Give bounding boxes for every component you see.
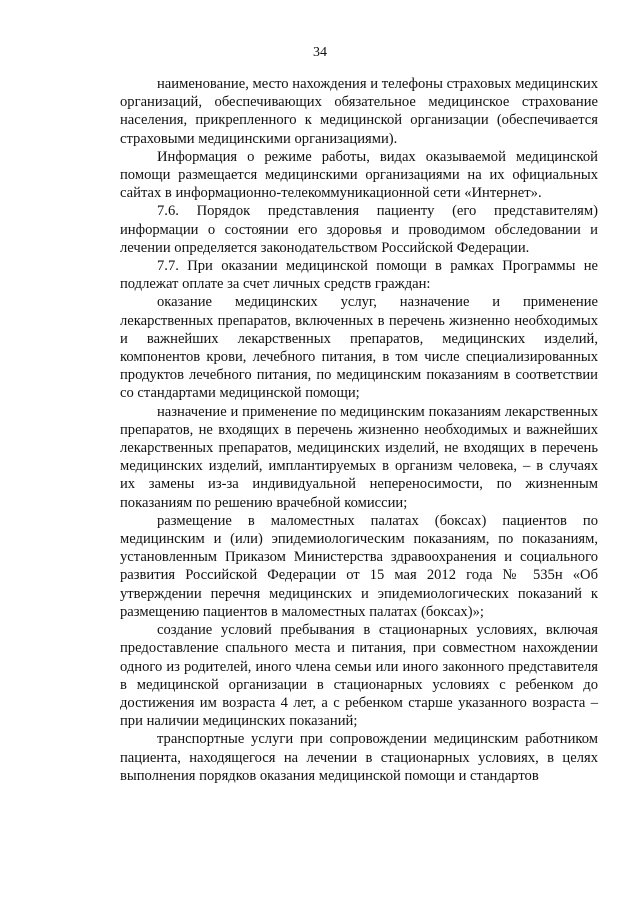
paragraph-insurers: наименование, место нахождения и телефоны страховых медицинских организаций, обеспечивающих обязательное медицинское страхование населения, прикрепленного к медицинской организации (обеспечивается страховыми медицинскими организациями). (120, 76, 598, 147)
paragraph-parent-stay: создание условий пребывания в стационарных условиях, включая предоставление спального места и питания, при совместном нахождении одного из родителей, иного члена семьи или иного законного представителя в медицинской организации в стационарных условиях с ребенком до достижения им возраста 4 лет, а с ребенком старше указанного возраста – при наличии медицинских показаний; (120, 622, 598, 730)
paragraph-7-6: 7.6. Порядок представления пациенту (его представителям) информации о состоянии его здоровья и проводимом обследовании и лечении определяется законодательством Российской Федерации. (120, 203, 598, 256)
paragraph-non-list-drugs: назначение и применение по медицинским показаниям лекарственных препаратов, не входящих в перечень жизненно необходимых и важнейших лекарственных препаратов, медицинских изделий, не входящих в перечень медицинских изделий, имплантируемых в организм человека, – в случаях их замены из-за индивидуальной непереносимости, по жизненным показаниям по решению врачебной комиссии; (120, 403, 598, 511)
document-body (120, 75, 598, 785)
page-number: 34 (313, 45, 327, 60)
paragraph-7-7: 7.7. При оказании медицинской помощи в рамках Программы не подлежат оплате за счет личных средств граждан: (120, 258, 598, 293)
paragraph-work-schedule-info: Информация о режиме работы, видах оказываемой медицинской помощи размещается медицинскими организациями на их официальных сайтах в информационно-телекоммуникационной сети «Интернет». (120, 148, 598, 202)
paragraph-medical-services: оказание медицинских услуг, назначение и применение лекарственных препаратов, включенных в перечень жизненно необходимых и важнейших лекарственных препаратов, медицинских изделий, компонентов крови, лечебного питания, в том числе специализированных продуктов лечебного питания, по медицинским показаниям в соответствии со стандартами медицинской помощи; (120, 294, 598, 402)
paragraph-transport: транспортные услуги при сопровождении медицинским работником пациента, находящегося на лечении в стационарных условиях, в целях выполнения порядков оказания медицинской помощи и стандартов (120, 731, 598, 784)
paragraph-small-wards: размещение в маломестных палатах (боксах) пациентов по медицинским и (или) эпидемиологическим показаниям, по показаниям, установленным Приказом Министерства здравоохранения и социального развития Российской Федерации от 15 мая 2012 года № 535н «Об утверждении перечня медицинских и эпидемиологических показаний к размещению пациентов в маломестных палатах (боксах)»; (120, 512, 598, 620)
